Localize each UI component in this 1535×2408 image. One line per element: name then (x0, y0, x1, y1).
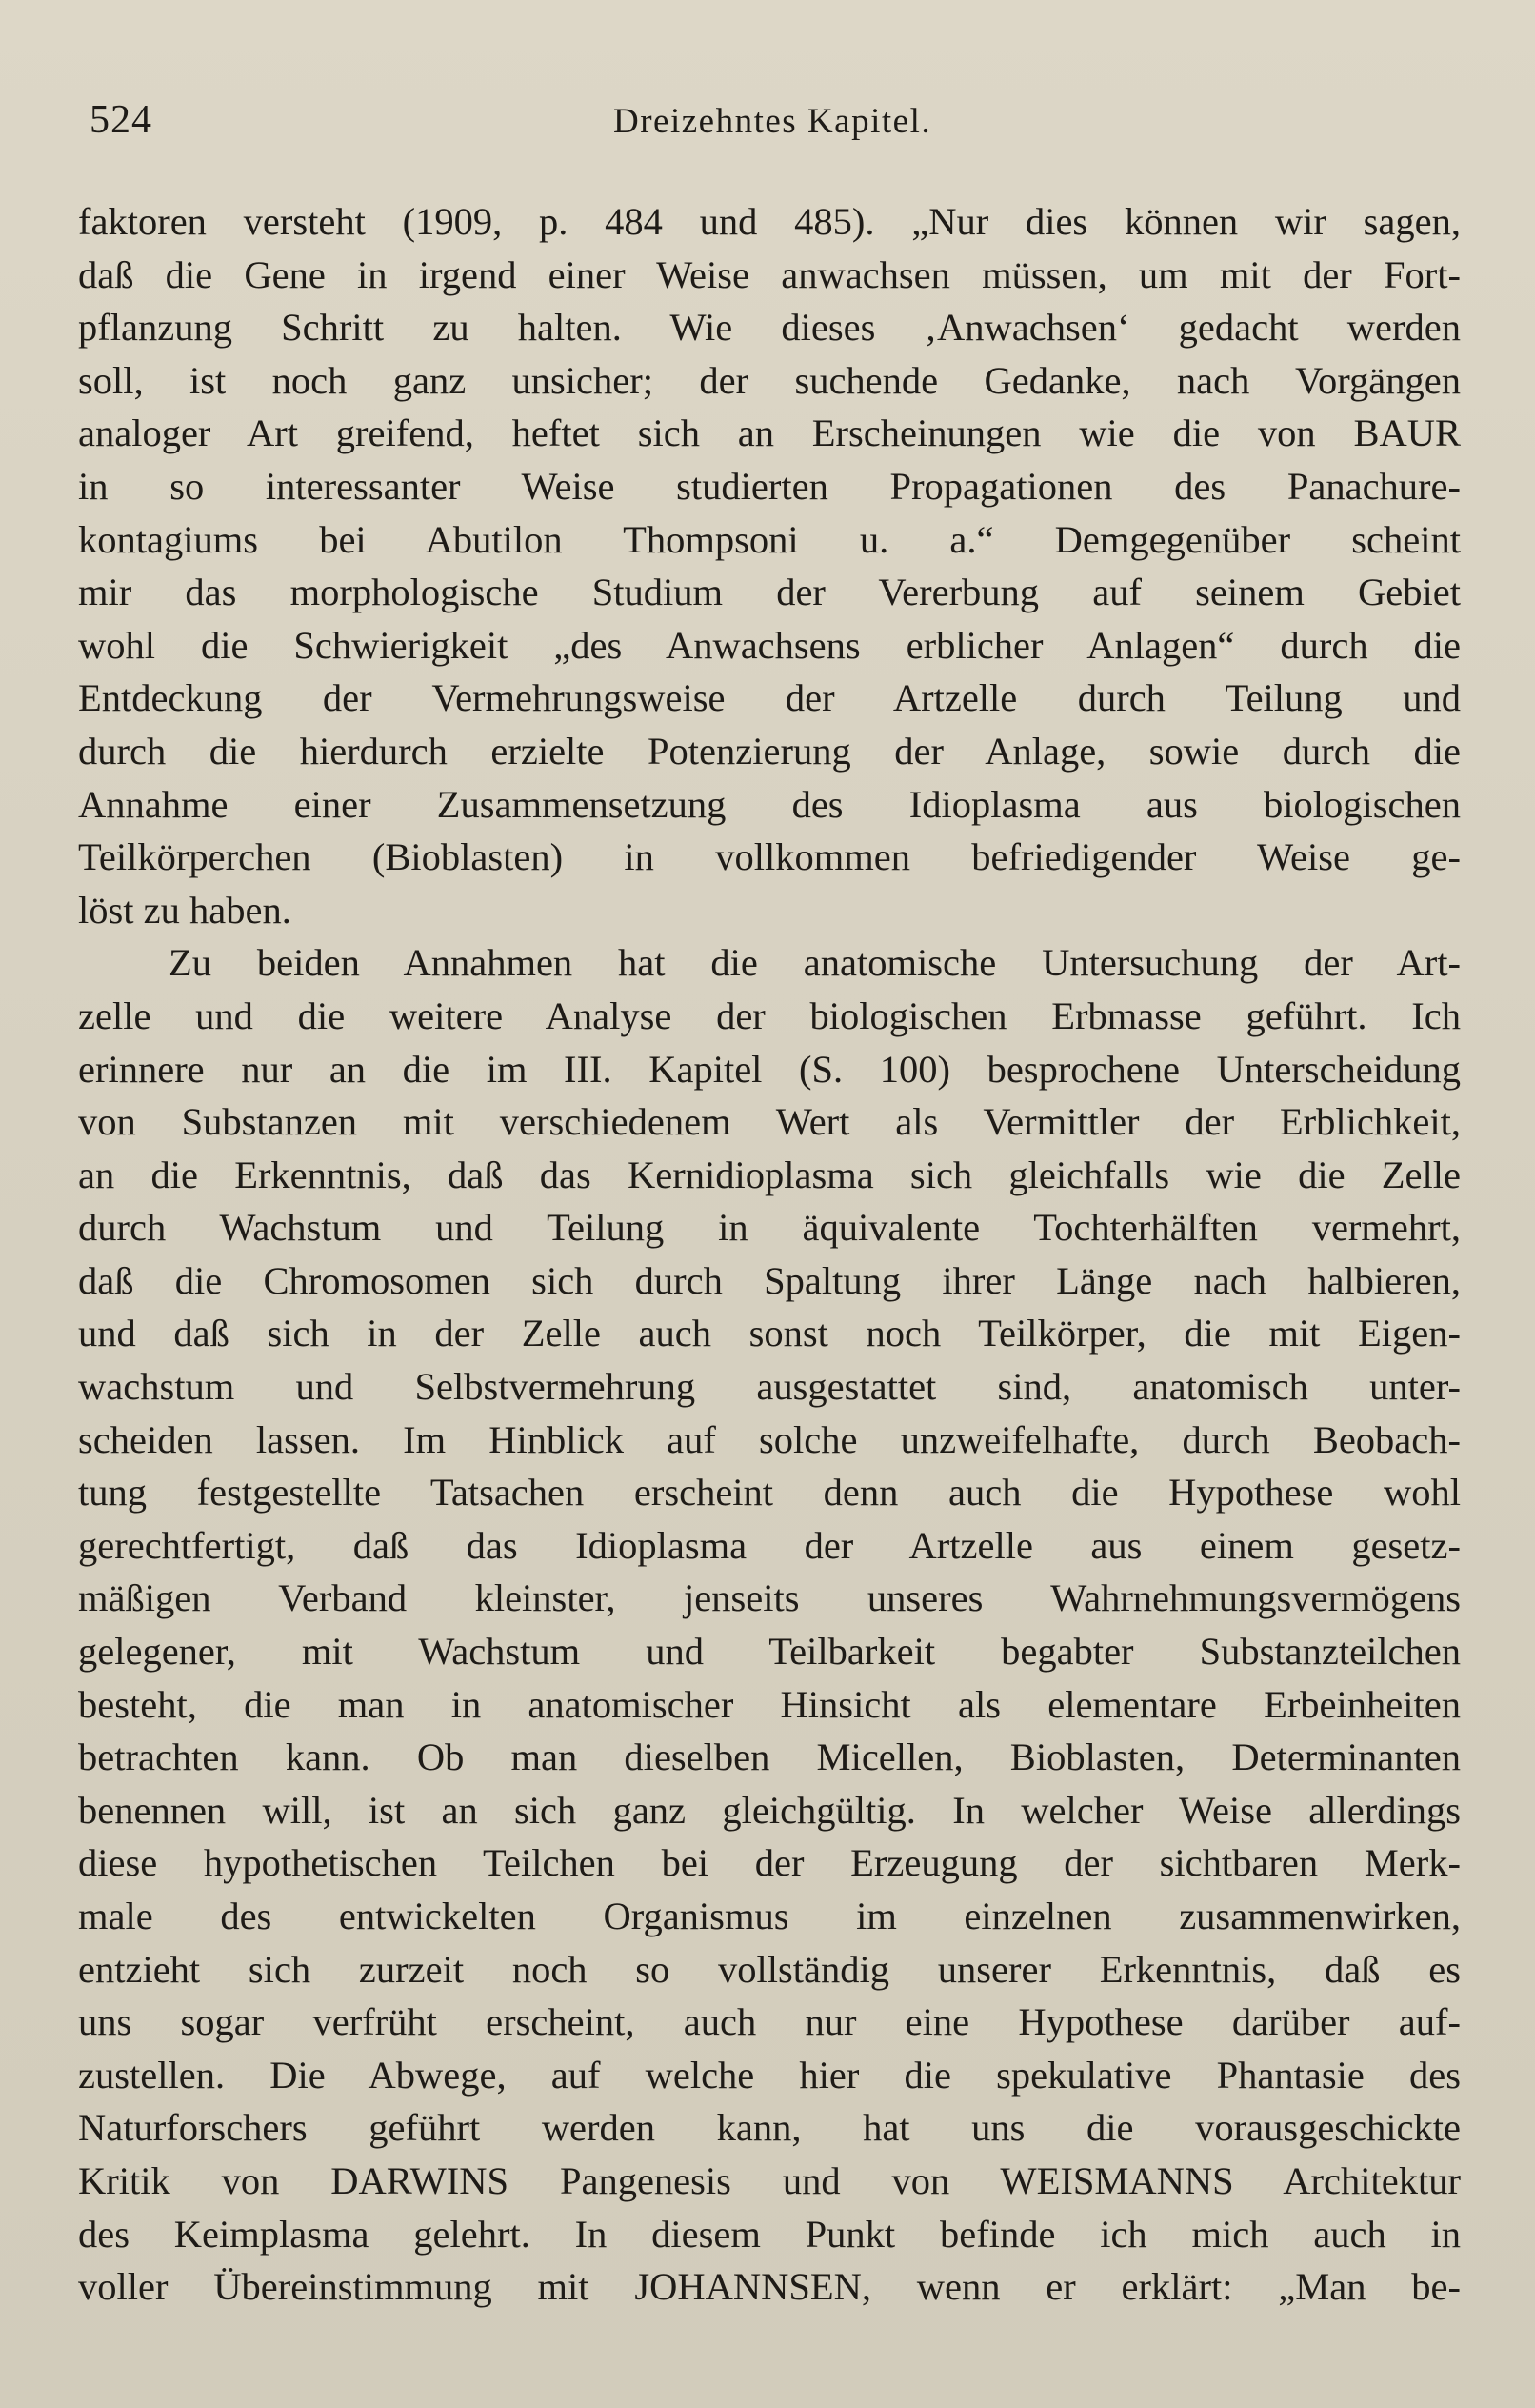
text-line: durch Wachstum und Teilung in äquivalente Tochterhälften vermehrt, (78, 1206, 1461, 1250)
body-text (78, 195, 1461, 2314)
text-line: des Keimplasma gelehrt. In diesem Punkt befinde ich mich auch in (78, 2212, 1461, 2256)
text-line: entzieht sich zurzeit noch so vollständig unserer Erkenntnis, daß es (78, 1947, 1461, 1991)
text-line: wachstum und Selbstvermehrung ausgestattet sind, anatomisch unter- (78, 1365, 1461, 1409)
text-line: tung festgestellte Tatsachen erscheint denn auch die Hypothese wohl (78, 1471, 1461, 1515)
text-line: erinnere nur an die im III. Kapitel (S. 100) besprochene Unterscheidung (78, 1047, 1461, 1091)
page-number: 524 (90, 98, 152, 142)
text-line: kontagiums bei Abutilon Thompsoni u. a.“ Demgegenüber scheint (78, 517, 1461, 561)
text-line: faktoren versteht (1909, p. 484 und 485). „Nur dies können wir sagen, (78, 200, 1461, 243)
text-line: Annahme einer Zusammensetzung des Idioplasma aus biologischen (78, 782, 1461, 826)
text-line: löst zu haben. (78, 888, 291, 932)
text-line: besteht, die man in anatomischer Hinsicht als elementare Erbeinheiten (78, 1682, 1461, 1726)
text-line: Teilkörperchen (Bioblasten) in vollkommen befriedigender Weise ge- (78, 835, 1461, 879)
text-line: diese hypothetischen Teilchen bei der Erzeugung der sichtbaren Merk- (78, 1841, 1461, 1885)
text-line: an die Erkenntnis, daß das Kernidioplasma sich gleichfalls wie die Zelle (78, 1153, 1461, 1196)
text-line: mir das morphologische Studium der Vererbung auf seinem Gebiet (78, 571, 1461, 614)
text-line: zelle und die weitere Analyse der biologischen Erbmasse geführt. Ich (78, 993, 1461, 1037)
text-line: Entdeckung der Vermehrungsweise der Artzelle durch Teilung und (78, 676, 1461, 720)
text-line: voller Übereinstimmung mit JOHANNSEN, wenn er erklärt: „Man be- (78, 2265, 1461, 2309)
paragraph-1 (78, 195, 1461, 936)
running-head: Dreizehntes Kapitel. (613, 102, 932, 141)
text-line: zustellen. Die Abwege, auf welche hier die spekulative Phantasie des (78, 2053, 1461, 2097)
text-line: mäßigen Verband kleinster, jenseits unseres Wahrnehmungsvermögens (78, 1576, 1461, 1620)
text-line: daß die Gene in irgend einer Weise anwachsen müssen, um mit der Fort- (78, 252, 1461, 296)
text-line: Zu beiden Annahmen hat die anatomische Untersuchung der Art- (169, 941, 1461, 985)
text-line: benennen will, ist an sich ganz gleichgültig. In welcher Weise allerdings (78, 1788, 1461, 1832)
text-line: betrachten kann. Ob man dieselben Micellen, Bioblasten, Determinanten (78, 1736, 1461, 1779)
paragraph-2 (78, 936, 1461, 2313)
text-line: von Substanzen mit verschiedenem Wert als Vermittler der Erblichkeit, (78, 1100, 1461, 1144)
text-line: analoger Art greifend, heftet sich an Erscheinungen wie die von BAUR (78, 411, 1461, 455)
text-line: soll, ist noch ganz unsicher; der suchende Gedanke, nach Vorgängen (78, 358, 1461, 402)
text-line: gelegener, mit Wachstum und Teilbarkeit begabter Substanzteilchen (78, 1630, 1461, 1674)
text-line: Naturforschers geführt werden kann, hat uns die vorausgeschickte (78, 2106, 1461, 2150)
text-line: Kritik von DARWINS Pangenesis und von WEISMANNS Architektur (78, 2158, 1461, 2202)
text-line: pflanzung Schritt zu halten. Wie dieses ‚Anwachsen‘ gedacht werden (78, 306, 1461, 350)
text-line: male des entwickelten Organismus im einzelnen zusammenwirken, (78, 1895, 1461, 1937)
text-line: in so interessanter Weise studierten Propagationen des Panachure- (78, 464, 1461, 508)
text-line: daß die Chromosomen sich durch Spaltung ihrer Länge nach halbieren, (78, 1258, 1461, 1302)
text-line: durch die hierdurch erzielte Potenzierung der Anlage, sowie durch die (78, 729, 1461, 773)
text-line: scheiden lassen. Im Hinblick auf solche unzweifelhafte, durch Beobach- (78, 1417, 1461, 1461)
text-line: und daß sich in der Zelle auch sonst noch Teilkörper, die mit Eigen- (78, 1312, 1461, 1355)
text-line: gerechtfertigt, daß das Idioplasma der Artzelle aus einem gesetz- (78, 1523, 1461, 1567)
text-line: wohl die Schwierigkeit „des Anwachsens erblicher Anlagen“ durch die (78, 623, 1461, 667)
text-line: uns sogar verfrüht erscheint, auch nur eine Hypothese darüber auf- (78, 2000, 1461, 2044)
